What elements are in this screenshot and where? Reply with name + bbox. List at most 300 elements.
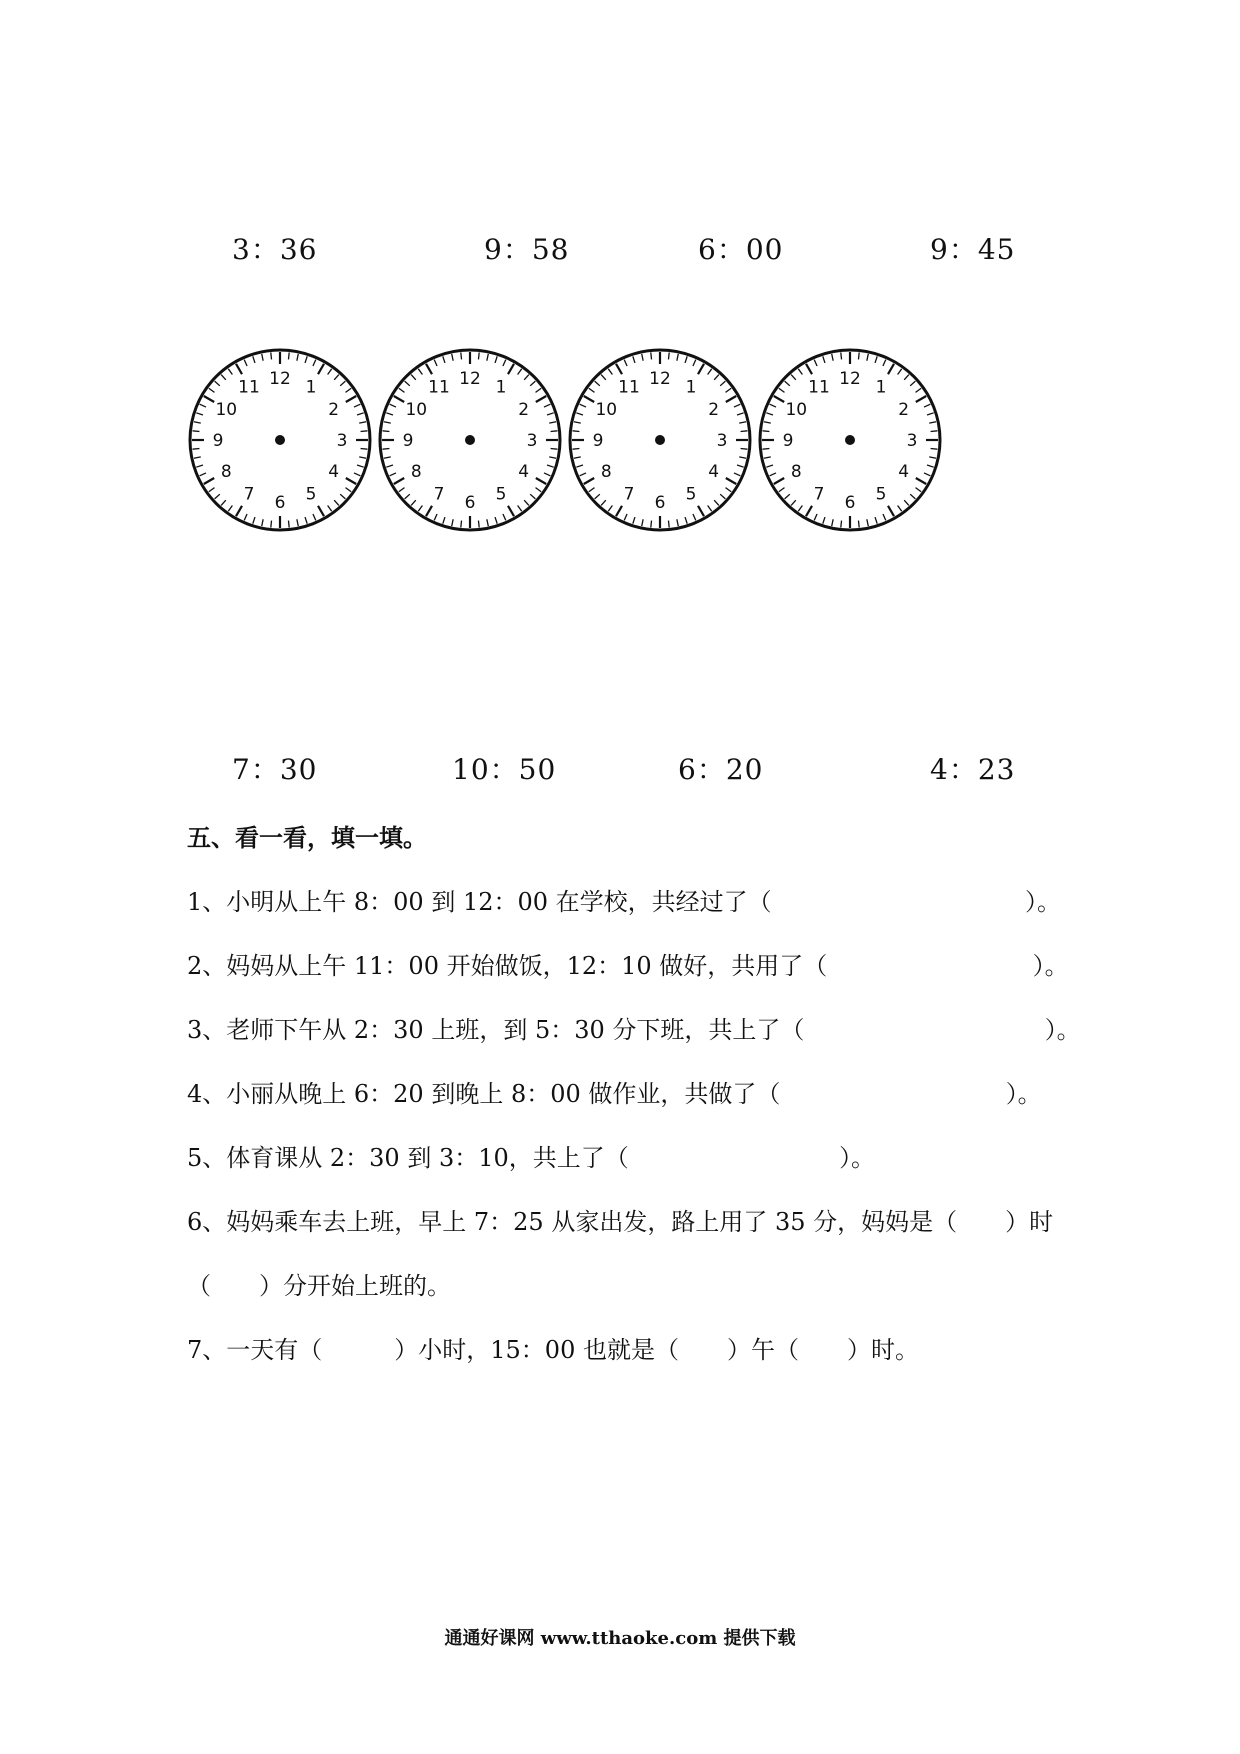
minute-tick [340,494,345,499]
minute-tick [399,488,405,492]
time-label: 6：00 [698,233,784,266]
minute-tick [209,488,215,492]
clock-number: 12 [839,369,861,389]
minute-tick [608,369,612,375]
minute-tick [685,356,687,363]
hour-tick [584,396,594,402]
hour-tick [236,506,242,516]
clock-number: 3 [716,431,728,451]
clock-number: 4 [518,462,530,482]
clock-face[interactable] [180,340,380,540]
minute-tick [770,473,776,476]
minute-tick [313,360,316,366]
minute-tick [867,519,868,526]
minute-tick [904,500,909,505]
minute-tick [762,431,769,432]
minute-tick [726,488,732,492]
question-close: ）。 [1005,1080,1042,1108]
minute-tick [814,514,817,520]
clock-number: 9 [782,431,794,451]
hour-tick [204,396,214,402]
minute-tick [741,448,748,449]
clock-number: 2 [328,400,340,420]
clock-number: 1 [305,377,317,398]
minute-tick [228,369,232,375]
clock-number: 5 [495,484,507,505]
minute-tick [726,388,732,392]
clock-number: 12 [649,369,671,389]
question-text: （ ）分开始上班的。 [187,1272,451,1300]
hour-tick [888,364,894,374]
hour-tick [508,506,514,516]
minute-tick [530,494,535,499]
clock-number: 11 [618,377,640,398]
minute-tick [572,431,579,432]
clock-number: 1 [685,377,697,398]
clock-center-dot [655,435,665,445]
clock-number: 2 [518,400,530,420]
minute-tick [547,413,554,415]
hour-tick [536,396,546,402]
minute-tick [693,360,696,366]
minute-tick [405,494,410,499]
minute-tick [253,356,255,363]
minute-tick [518,506,522,512]
minute-tick [734,473,740,476]
minute-tick [931,448,938,449]
clock-number: 4 [708,462,720,482]
minute-tick [549,457,556,458]
minute-tick [633,356,635,363]
clock-number: 6 [654,493,666,513]
minute-tick [574,422,581,423]
minute-tick [875,517,877,524]
minute-tick [580,473,586,476]
hour-tick [394,478,404,484]
minute-tick [549,422,556,423]
minute-tick [576,465,583,467]
minute-tick [443,356,445,363]
clock-number: 5 [875,484,887,505]
minute-tick [734,404,740,407]
hour-tick [318,506,324,516]
minute-tick [478,521,479,528]
minute-tick [714,500,719,505]
minute-tick [434,514,437,520]
clock-number: 8 [220,462,232,482]
hour-tick [806,506,812,516]
question-3 [187,1010,1081,1045]
question-text: 6、妈妈乘车去上班，早上 7：25 从家出发，路上用了 35 分，妈妈是（ ）时 [187,1208,1054,1236]
minute-tick [924,473,930,476]
minute-tick [708,369,712,375]
minute-tick [340,381,345,386]
minute-tick [495,356,497,363]
minute-tick [685,517,687,524]
clock-number: 8 [600,462,612,482]
clock-number: 7 [243,484,255,505]
minute-tick [916,388,922,392]
minute-tick [334,375,339,380]
clock-number: 6 [274,493,286,513]
question-close: ）。 [1044,1016,1081,1044]
minute-tick [708,506,712,512]
clock-number: 2 [898,400,910,420]
minute-tick [384,457,391,458]
minute-tick [487,519,488,526]
clock-row [180,340,960,540]
hour-tick [888,506,894,516]
question-text: 3、老师下午从 2：30 上班，到 5：30 分下班，共上了（ [187,1016,805,1044]
clock-number: 5 [685,484,697,505]
minute-tick [544,473,550,476]
time-row-bottom [0,748,1240,788]
minute-tick [739,457,746,458]
minute-tick [589,488,595,492]
minute-tick [228,506,232,512]
question-text: 1、小明从上午 8：00 到 12：00 在学校，共经过了（ [187,888,772,916]
clock-number: 11 [808,377,830,398]
question-6 [187,1202,1053,1237]
clock-number: 11 [238,377,260,398]
minute-tick [361,448,368,449]
clock-center-dot [845,435,855,445]
hour-tick [616,364,622,374]
minute-tick [832,354,833,361]
time-label: 7：30 [232,753,318,786]
minute-tick [589,388,595,392]
minute-tick [798,369,802,375]
hour-tick [394,396,404,402]
minute-tick [714,375,719,380]
minute-tick [524,375,529,380]
minute-tick [262,519,263,526]
hour-tick [726,396,736,402]
minute-tick [209,388,215,392]
clock-face[interactable] [560,340,760,540]
minute-tick [823,517,825,524]
clock-number: 4 [328,462,340,482]
hour-tick [346,396,356,402]
minute-tick [875,356,877,363]
minute-tick [399,388,405,392]
section-title: 五、看一看，填一填。 [187,824,427,852]
minute-tick [390,473,396,476]
hour-tick [916,396,926,402]
minute-tick [200,473,206,476]
time-label: 9：58 [484,233,570,266]
minute-tick [883,360,886,366]
clock-number: 3 [336,431,348,451]
hour-tick [698,364,704,374]
minute-tick [841,352,842,359]
minute-tick [192,448,199,449]
time-row-top [0,228,1240,268]
minute-tick [253,517,255,524]
question-6-continued [187,1266,451,1301]
minute-tick [411,375,416,380]
minute-tick [867,354,868,361]
clock-number: 6 [844,493,856,513]
minute-tick [346,388,352,392]
minute-tick [518,369,522,375]
minute-tick [503,360,506,366]
time-label: 9：45 [930,233,1016,266]
hour-tick [236,364,242,374]
minute-tick [297,519,298,526]
minute-tick [927,465,934,467]
clock-number: 10 [215,400,238,420]
clock-number: 12 [269,369,291,389]
minute-tick [651,352,652,359]
time-label: 3：36 [232,233,318,266]
hour-tick [806,364,812,374]
minute-tick [898,506,902,512]
minute-tick [196,413,203,415]
minute-tick [576,413,583,415]
minute-tick [297,354,298,361]
question-4 [187,1074,1042,1109]
minute-tick [244,360,247,366]
minute-tick [741,431,748,432]
minute-tick [288,521,289,528]
time-label: 10：50 [452,753,557,786]
minute-tick [354,404,360,407]
minute-tick [595,381,600,386]
hour-tick [426,364,432,374]
minute-tick [334,500,339,505]
minute-tick [313,514,316,520]
minute-tick [418,369,422,375]
minute-tick [633,517,635,524]
minute-tick [196,465,203,467]
minute-tick [737,413,744,415]
minute-tick [357,413,364,415]
minute-tick [478,352,479,359]
hour-tick [536,478,546,484]
minute-tick [601,500,606,505]
question-text: 7、一天有（ ）小时，15：00 也就是（ ）午（ ）时。 [187,1336,919,1364]
clock-number: 4 [898,462,910,482]
minute-tick [764,422,771,423]
hour-tick [426,506,432,516]
minute-tick [194,457,201,458]
clock-number: 7 [623,484,635,505]
minute-tick [390,404,396,407]
minute-tick [361,431,368,432]
minute-tick [739,422,746,423]
minute-tick [642,519,643,526]
minute-tick [354,473,360,476]
minute-tick [927,413,934,415]
minute-tick [814,360,817,366]
minute-tick [572,448,579,449]
minute-tick [841,521,842,528]
clock-number: 9 [212,431,224,451]
minute-tick [411,500,416,505]
minute-tick [779,488,785,492]
minute-tick [382,431,389,432]
minute-tick [766,413,773,415]
minute-tick [916,488,922,492]
minute-tick [766,465,773,467]
minute-tick [530,381,535,386]
minute-tick [271,521,272,528]
hour-tick [774,396,784,402]
minute-tick [495,517,497,524]
minute-tick [192,431,199,432]
minute-tick [883,514,886,520]
minute-tick [608,506,612,512]
minute-tick [536,488,542,492]
clock-number: 7 [813,484,825,505]
minute-tick [642,354,643,361]
minute-tick [262,354,263,361]
minute-tick [215,494,220,499]
minute-tick [547,465,554,467]
minute-tick [524,500,529,505]
hour-tick [346,478,356,484]
question-text: 5、体育课从 2：30 到 3：10，共上了（ [187,1144,629,1172]
question-1 [187,882,1061,917]
minute-tick [677,519,678,526]
minute-tick [386,413,393,415]
minute-tick [359,457,366,458]
clock-number: 9 [592,431,604,451]
clock-number: 3 [526,431,538,451]
minute-tick [288,352,289,359]
minute-tick [384,422,391,423]
hour-tick [508,364,514,374]
minute-tick [305,517,307,524]
question-close: ）。 [1032,952,1069,980]
minute-tick [720,381,725,386]
clock-number: 1 [495,377,507,398]
hour-tick [698,506,704,516]
minute-tick [328,369,332,375]
minute-tick [574,457,581,458]
minute-tick [764,457,771,458]
clock-number: 12 [459,369,481,389]
clock-center-dot [275,435,285,445]
minute-tick [536,388,542,392]
clock-number: 10 [595,400,618,420]
minute-tick [601,375,606,380]
minute-tick [221,500,226,505]
minute-tick [595,494,600,499]
hour-tick [726,478,736,484]
question-7 [187,1330,919,1365]
minute-tick [551,431,558,432]
minute-tick [770,404,776,407]
minute-tick [904,375,909,380]
hour-tick [584,478,594,484]
minute-tick [244,514,247,520]
minute-tick [271,352,272,359]
minute-tick [624,360,627,366]
hour-tick [774,478,784,484]
minute-tick [452,519,453,526]
minute-tick [791,375,796,380]
minute-tick [668,521,669,528]
minute-tick [461,521,462,528]
minute-tick [405,381,410,386]
minute-tick [798,506,802,512]
minute-tick [580,404,586,407]
minute-tick [929,422,936,423]
minute-tick [221,375,226,380]
question-close: ）。 [1024,888,1061,916]
hour-tick [916,478,926,484]
clock-number: 2 [708,400,720,420]
minute-tick [443,517,445,524]
minute-tick [910,381,915,386]
minute-tick [762,448,769,449]
minute-tick [858,352,859,359]
clock-number: 11 [428,377,450,398]
clock-number: 10 [405,400,428,420]
minute-tick [693,514,696,520]
minute-tick [651,521,652,528]
clock-face[interactable] [750,340,950,540]
minute-tick [487,354,488,361]
minute-tick [194,422,201,423]
question-text: 2、妈妈从上午 11：00 开始做饭，12：10 做好，共用了（ [187,952,828,980]
minute-tick [898,369,902,375]
minute-tick [328,506,332,512]
minute-tick [386,465,393,467]
minute-tick [924,404,930,407]
clock-number: 10 [785,400,808,420]
minute-tick [359,422,366,423]
minute-tick [200,404,206,407]
minute-tick [910,494,915,499]
hour-tick [318,364,324,374]
minute-tick [791,500,796,505]
question-5 [187,1138,875,1173]
hour-tick [204,478,214,484]
clock-number: 7 [433,484,445,505]
clock-number: 6 [464,493,476,513]
minute-tick [624,514,627,520]
minute-tick [737,465,744,467]
minute-tick [382,448,389,449]
question-text: 4、小丽从晚上 6：20 到晚上 8：00 做作业，共做了（ [187,1080,781,1108]
minute-tick [357,465,364,467]
minute-tick [346,488,352,492]
minute-tick [677,354,678,361]
minute-tick [858,521,859,528]
clock-center-dot [465,435,475,445]
minute-tick [215,381,220,386]
minute-tick [452,354,453,361]
minute-tick [832,519,833,526]
time-label: 6：20 [678,753,764,786]
minute-tick [461,352,462,359]
clock-number: 3 [906,431,918,451]
question-close: ）。 [839,1144,876,1172]
minute-tick [668,352,669,359]
clock-face[interactable] [370,340,570,540]
hour-tick [616,506,622,516]
minute-tick [931,431,938,432]
clock-number: 9 [402,431,414,451]
clock-number: 8 [790,462,802,482]
clock-number: 8 [410,462,422,482]
footer-credit: 通通好课网 www.tthaoke.com 提供下载 [444,1628,796,1649]
question-2 [187,946,1069,981]
minute-tick [434,360,437,366]
